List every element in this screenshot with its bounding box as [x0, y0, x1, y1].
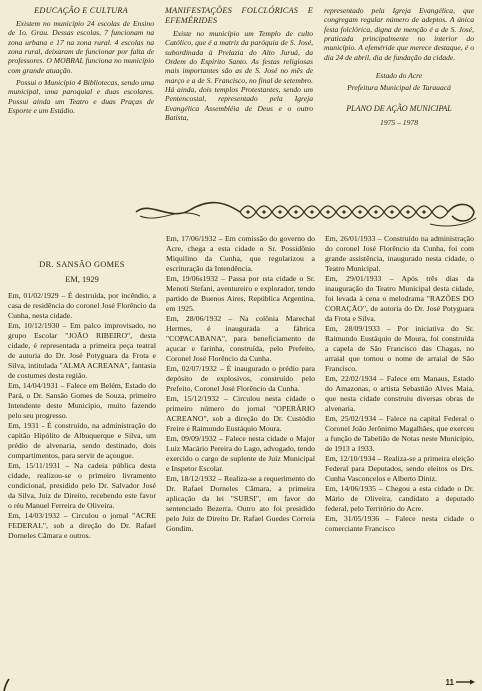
paragraph: representado pela Igreja Evangélica, que congregam regular número de adeptos. A única festa folclórica, digna de menção é a de S. José, praticada principalmente no interior do município. A efeméride que merece destaque, é o dia 24 de abril, dia de fundação da cidade.	[324, 6, 474, 62]
chronology-entry: Em, 26/01/1933 – Construído na administração do coronel José Florêncio da Cunha, foi com grande assistência, inaugurado nesta cidade, o Teatro Municipal.	[325, 234, 474, 274]
paragraph: Existem no município 24 escolas de Ensino de 1o. Grau. Dessas escolas, 7 funcionam na zona urbana e 17 na zona rural. 4 escolas na zona rural, deixaram de funcionar por falta de professores. O MOBRAL funciona no município com grande atuação.	[8, 19, 154, 75]
chronology-column-2	[166, 234, 315, 534]
folklore-section	[165, 6, 313, 125]
section-title: EDUCAÇÃO E CULTURA	[34, 6, 128, 15]
chronology-entry: Em, 15/11/1931 – Na cadeia pública desta cidade, realizou-se o primeiro livramento condicional, presidido pelo Dr. Salvador José da Silva, Juiz de Direito, recebendo este favor o réu Manuel Ferreira de Oliveira.	[8, 461, 156, 511]
chronology-entry: Em, 29/01/1933 – Após três dias da inauguração do Teatro Municipal desta cidade, foi levada à cena o melodrama "RAZÕES DO CORAÇÃO", de autoria do Dr. José Potyguara da Frota e Silva.	[325, 274, 474, 324]
binding-mark-icon	[2, 677, 10, 691]
education-section	[8, 6, 154, 118]
chronology-entry: Em, 12/10/1934 – Realiza-se a primeira eleição Federal para Deputados, sendo eleitos os Drs. Cunha Vasconcelos e Alberto Diniz.	[325, 454, 474, 484]
chronology-entry: Em, 14/04/1931 – Falece em Belém, Estado do Pará, o Dr. Sansão Gomes de Souza, primeiro Intendente deste Município, muito fazendo pelo seu progresso.	[8, 381, 156, 421]
paragraph: Existe no município um Templo de culto Católico, que é a matriz da paróquia de S. José, subordinada à Prelazia do Alto Juruá, da Ordem do Espírito Santo. As festas religiosas mais importantes são as de S. José no mês de março e a de S. Francisco, no final de setembro. Há ainda, dois templos Protestantes, sendo um Pentencostal, representado pela Igreja Evangélica Assembléia de Deus e o outro Batista,	[165, 29, 313, 123]
plan-years: 1975 – 1978	[380, 118, 418, 128]
chronology-entry: Em, 1931 - É construído, na administração do capitão Hipólito de Albuquerque e Silva, um prédio de alvenaria, sendo destinado, dois compartimentos, para servir de açougue.	[8, 421, 156, 461]
section-title: MANIFESTAÇÕES FOLCLÓRICAS E EFEMÉRIDES	[165, 6, 313, 25]
chronology-entry: Em, 01/02/1929 – É destruída, por incêndio, a casa de residência do coronel José Florêncio da Cunha, nesta cidade.	[8, 291, 156, 321]
arrow-right-icon	[456, 679, 476, 685]
chronology-entry: Em, 31/05/1936 – Falece nesta cidade o comerciante Francisco	[325, 514, 474, 534]
chronology-entry: Em, 15/12/1932 – Circulou nesta cidade o primeiro número do jornal "OPERÁRIO ACREANO", sob a direção do Dr. Custódio Freire e Raimundo Eustáquio Moura.	[166, 394, 315, 434]
chronology-entry: Em, 14/06/1935 – Chegou a esta cidade o Dr. Mário de Oliveira, candidato a deputado federal, pelo Território do Acre.	[325, 484, 474, 514]
chronology-entry: Em, 25/02/1934 – Falece na capital Federal o Coronel João Jerônimo Magalhães, que exerceu a função de Tabelião de Notas neste Município, de 1913 a 1933.	[325, 414, 474, 454]
page-number: 11	[445, 678, 454, 687]
chronology-entry: Em, 10/12/1930 – Em palco improvisado, no grupo Escolar "JOÃO RIBEIRO", desta cidade, é representada a primeira peça teatral de autoria do Dr. José Potyguara da Frota e Silva, intitulada "ALMA ACREANA", fantasia de costumes desta região.	[8, 321, 156, 381]
plan-title: PLANO DE AÇÃO MUNICIPAL	[346, 103, 452, 113]
chronology-entry: Em, 28/06/1932 – Na colônia Marechal Hermes, é inaugurada a fábrica "COPACABANA", para beneficiamento de açucar e farinha, construída, pelo Prefeito, Coronel José Florêncio da Cunha.	[166, 314, 315, 364]
chronology-column-1	[8, 234, 156, 541]
chronology-entry: Em, 02/07/1932 – É inaugurado o prédio para depósito de explosivos, construído pelo Prefeito, Coronel José Florêncio da Cunha.	[166, 364, 315, 394]
chronology-column-3	[325, 234, 474, 534]
decorative-divider	[130, 196, 480, 230]
chronology-year: EM, 1929	[65, 275, 99, 285]
chronology-entry: Em, 22/02/1934 – Falece em Manaus, Estado do Amazonas, o artista Sebastião Alves Maia, que nesta cidade construiu diversas obras de alvenaria.	[325, 374, 474, 414]
paragraph: Possui o Município 4 Bibliotecas, sendo uma municipal, uma paroquial e duas escolares. Possui ainda um Teatro e duas Praças de Esporte e um Estádio.	[8, 78, 154, 116]
chronology-entry: Em, 09/09/1932 – Falece nesta cidade o Major Luiz Macário Pereira do Lago, advogado, tendo exercido o cargo de suplente de Juiz Municipal e Inspetor Escolar.	[166, 434, 315, 474]
prefecture-name: Prefeitura Municipal de Tarauacá	[347, 83, 451, 93]
folklore-continued-section	[324, 6, 474, 130]
chronology-entry: Em, 28/09/1933 – Por iniciativa do Sr. Raimundo Eustáquio de Moura, foi construída a capela de São Francisco das Chagas, no arraial que tomou o nome de arraial de São Francisco.	[325, 324, 474, 374]
state-name: Estado do Acre	[375, 71, 423, 81]
chronology-entry: Em, 17/06/1932 – Em comissão do governo do Acre, chega a esta cidade o Sr. Possidônio Miquilino da Cunha, que regularizou a escrituração da Intendência.	[166, 234, 315, 274]
chronology-entry: Em, 18/12/1932 – Realiza-se a requerimento do Dr. Rafael Dorneles Câmara, a primeira aplicação da lei "SURSI", em favor do sentenciado Bezerra. Outro ato foi presidido pelo Juiz de Direito Dr. Rafael Guedes Correia Gondim.	[166, 474, 315, 534]
chronology-title: DR. SANSÃO GOMES	[39, 260, 125, 269]
chronology-entry: Em, 19/06s1932 – Passa por ısta cidade o Sr. Menoti Stefani, aventureiro e explorador, tendo partido de Buenos Aires, República Argentina, em 1925.	[166, 274, 315, 314]
chronology-entry: Em, 14/03/1932 – Circulou o jornal "ACRE FEDERAL", sob a direção do Dr. Rafael Dorneles Câmara e outros.	[8, 511, 156, 541]
